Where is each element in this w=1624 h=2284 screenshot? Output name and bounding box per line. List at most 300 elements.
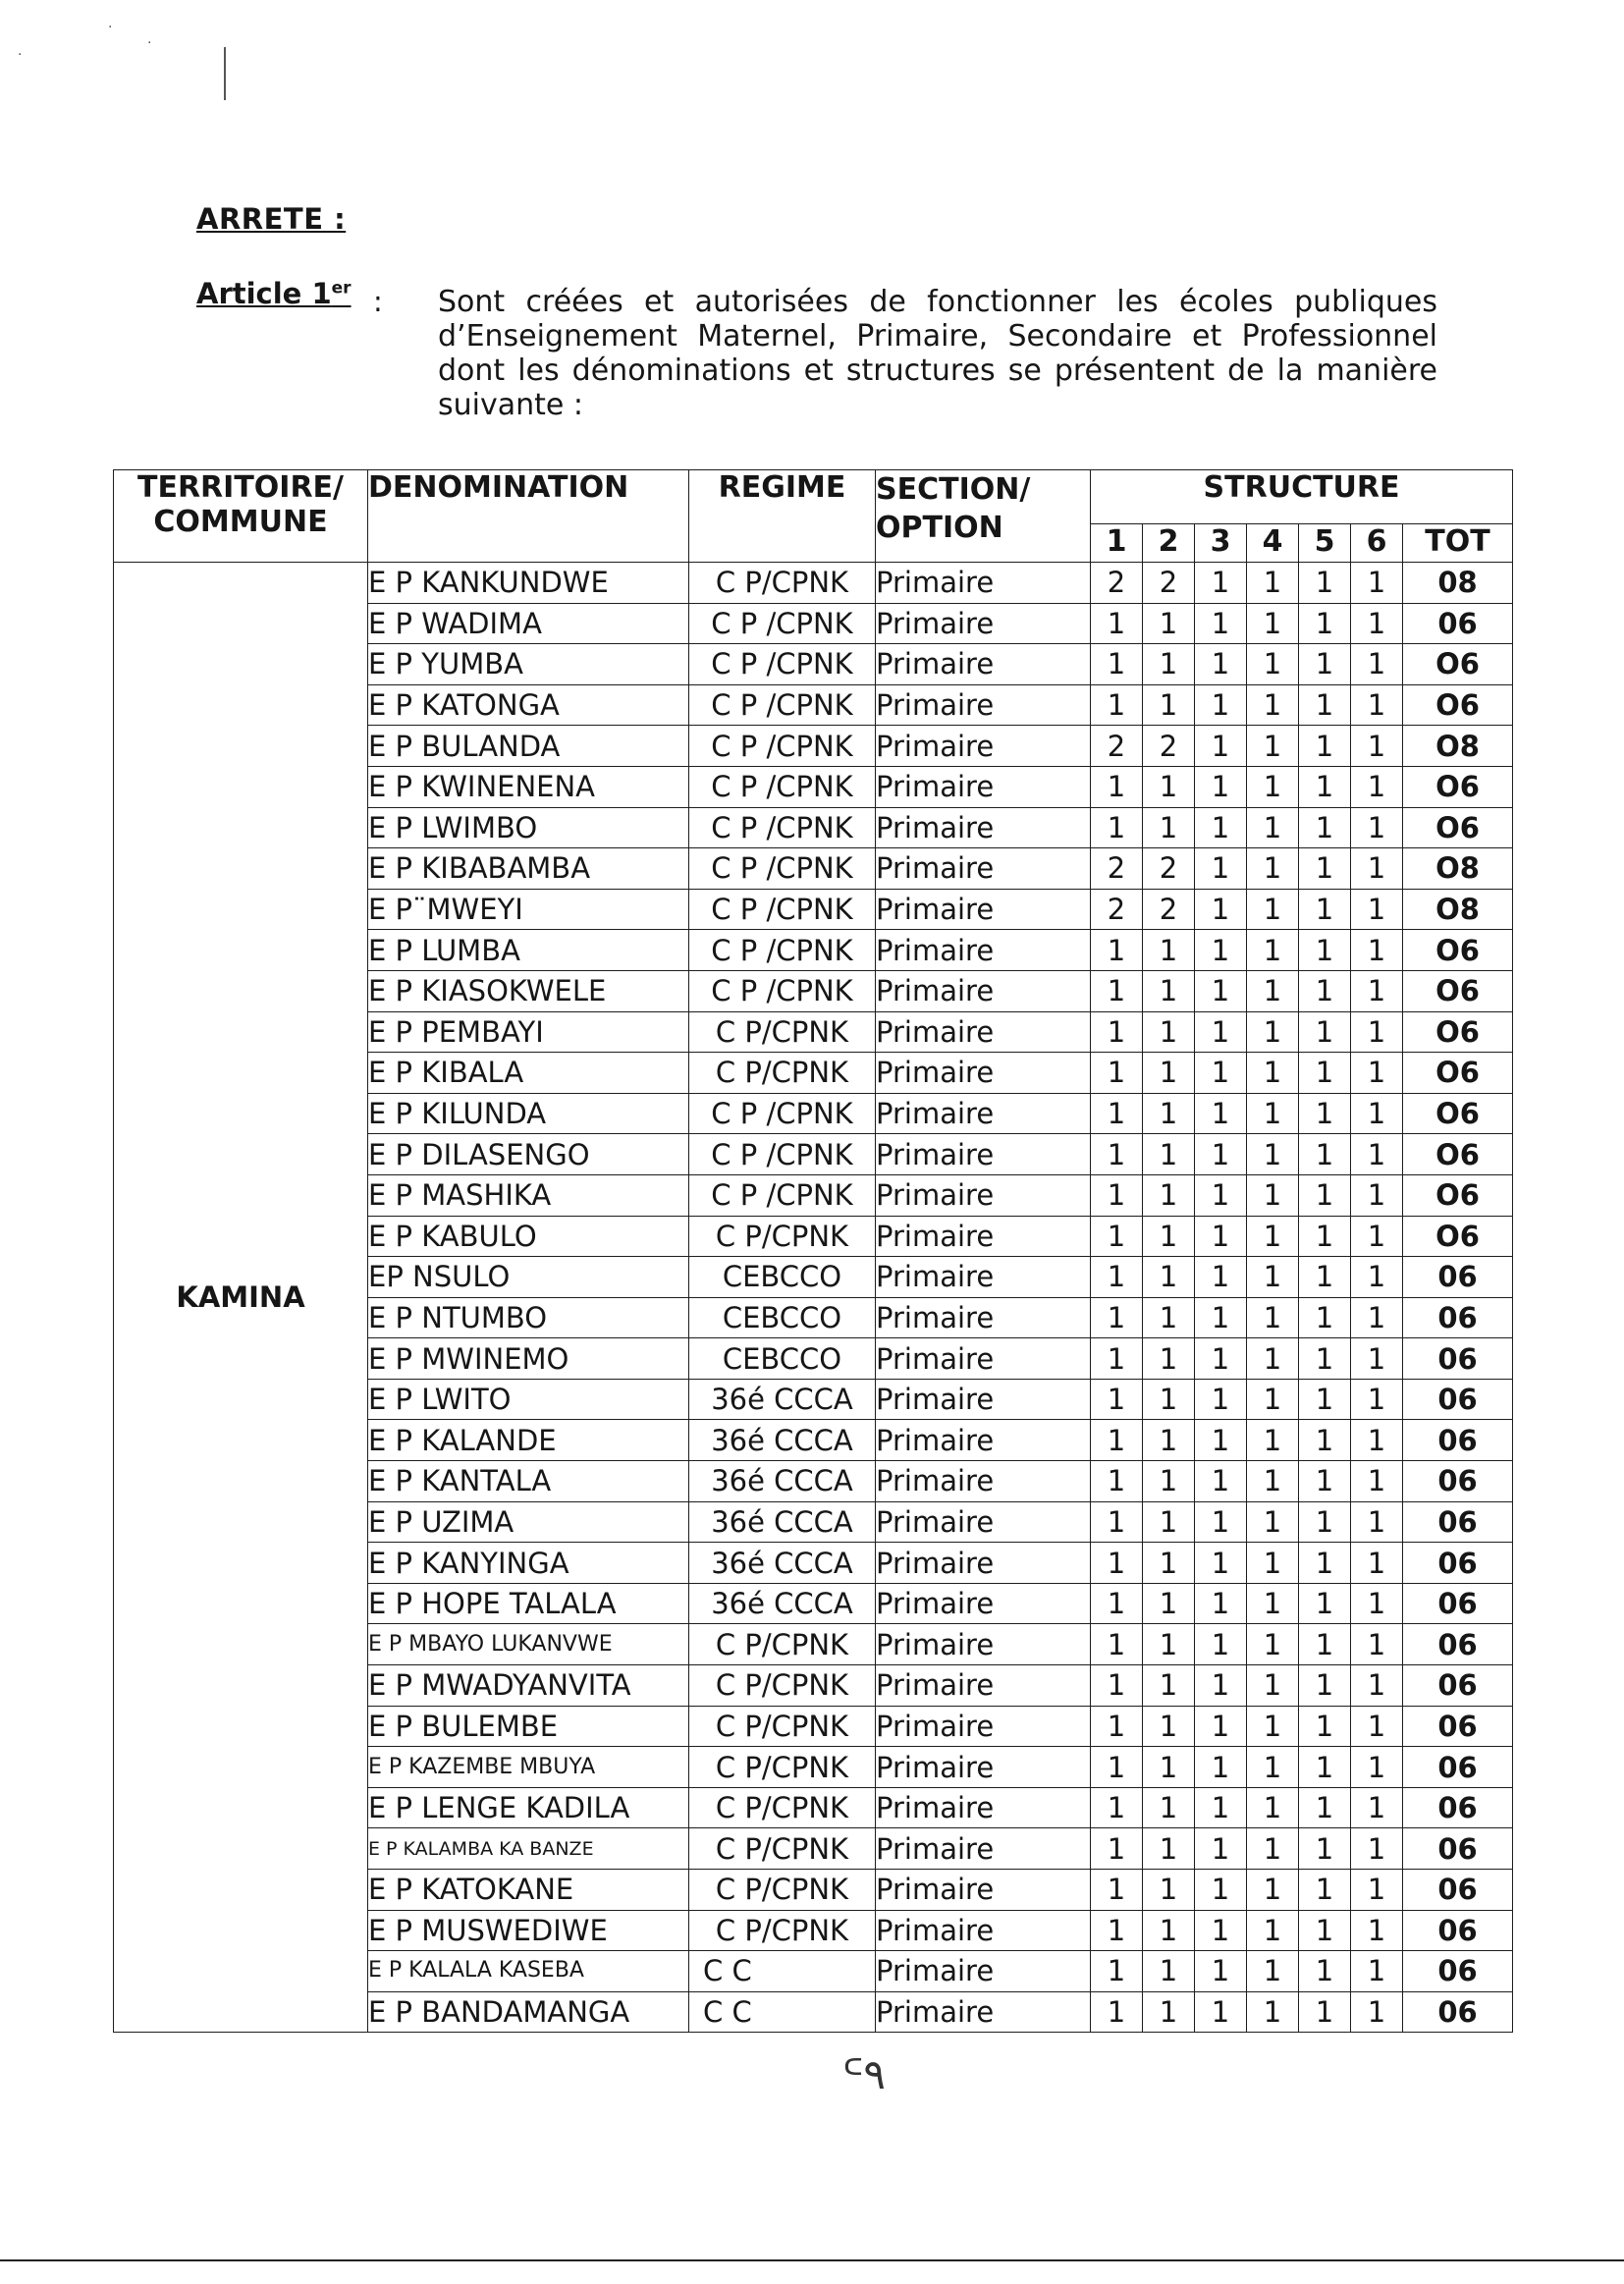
total-cell: O8 [1403,848,1513,890]
header-structure-col: 1 [1091,524,1143,563]
section-cell: Primaire [876,766,1091,807]
structure-cell: 1 [1299,1134,1351,1175]
section-cell: Primaire [876,1257,1091,1298]
structure-cell: 1 [1195,1747,1247,1788]
structure-cell: 1 [1299,1665,1351,1707]
structure-cell: 2 [1143,726,1195,767]
structure-cell: 1 [1247,766,1299,807]
structure-cell: 1 [1091,1297,1143,1338]
structure-cell: 1 [1299,1093,1351,1134]
denomination-cell: E P HOPE TALALA [368,1583,689,1624]
regime-cell: C P /CPNK [689,889,876,930]
structure-cell: 1 [1247,1461,1299,1502]
structure-cell: 1 [1299,1828,1351,1870]
structure-cell: 1 [1351,1706,1403,1747]
structure-cell: 1 [1091,1338,1143,1380]
structure-cell: 1 [1091,930,1143,971]
regime-cell: C P/CPNK [689,1624,876,1665]
total-cell: 08 [1403,563,1513,604]
regime-cell: C P /CPNK [689,970,876,1011]
denomination-cell: E P KATOKANE [368,1870,689,1911]
total-cell: 06 [1403,1583,1513,1624]
structure-cell: 1 [1143,1706,1195,1747]
structure-cell: 1 [1299,1174,1351,1216]
denomination-cell: E P KILUNDA [368,1093,689,1134]
total-cell: 06 [1403,1297,1513,1338]
regime-cell: C P/CPNK [689,1870,876,1911]
header-territoire: TERRITOIRE/ COMMUNE [114,470,368,563]
structure-cell: 1 [1247,1134,1299,1175]
section-cell: Primaire [876,1011,1091,1053]
total-cell: 06 [1403,1543,1513,1584]
structure-cell: 1 [1351,1501,1403,1543]
regime-cell: C P /CPNK [689,848,876,890]
structure-cell: 1 [1299,1624,1351,1665]
regime-cell: C P/CPNK [689,1828,876,1870]
section-cell: Primaire [876,1828,1091,1870]
denomination-cell: E P DILASENGO [368,1134,689,1175]
total-cell: O6 [1403,970,1513,1011]
structure-cell: 1 [1143,644,1195,685]
denomination-cell: E P KANTALA [368,1461,689,1502]
denomination-cell: E P BULEMBE [368,1706,689,1747]
regime-cell: C P/CPNK [689,1706,876,1747]
structure-cell: 1 [1247,1257,1299,1298]
structure-cell: 1 [1091,1910,1143,1951]
denomination-cell: E P UZIMA [368,1501,689,1543]
denomination-cell: E P KANYINGA [368,1543,689,1584]
structure-cell: 1 [1091,1706,1143,1747]
denomination-cell: E P MWINEMO [368,1338,689,1380]
structure-cell: 1 [1351,644,1403,685]
total-cell: 06 [1403,1257,1513,1298]
structure-cell: 1 [1143,807,1195,848]
structure-cell: 1 [1091,1420,1143,1461]
article-colon: : [373,285,383,318]
header-structure-col: 3 [1195,524,1247,563]
structure-cell: 1 [1195,766,1247,807]
structure-cell: 1 [1351,1053,1403,1094]
section-cell: Primaire [876,1420,1091,1461]
structure-cell: 1 [1195,970,1247,1011]
structure-cell: 1 [1299,1053,1351,1094]
total-cell: 06 [1403,1706,1513,1747]
section-cell: Primaire [876,1747,1091,1788]
structure-cell: 1 [1091,603,1143,644]
structure-cell: 1 [1351,1787,1403,1828]
table-row [114,563,1513,604]
total-cell: 06 [1403,1828,1513,1870]
denomination-cell: E P KAZEMBE MBUYA [368,1747,689,1788]
denomination-cell: E P LUMBA [368,930,689,971]
structure-cell: 1 [1143,1624,1195,1665]
structure-cell: 1 [1247,1951,1299,1992]
structure-cell: 1 [1195,1420,1247,1461]
denomination-cell: E P KWINENENA [368,766,689,807]
structure-cell: 1 [1195,1134,1247,1175]
header-structure-total: TOT [1403,524,1513,563]
header-denomination: DENOMINATION [368,470,689,563]
regime-cell: C P /CPNK [689,1093,876,1134]
structure-cell: 1 [1299,1747,1351,1788]
structure-cell: 1 [1351,889,1403,930]
structure-cell: 1 [1247,1870,1299,1911]
structure-cell: 1 [1143,970,1195,1011]
structure-cell: 1 [1299,1991,1351,2033]
denomination-cell: E P KABULO [368,1216,689,1257]
regime-cell: CEBCCO [689,1338,876,1380]
section-cell: Primaire [876,1787,1091,1828]
structure-cell: 1 [1195,1297,1247,1338]
structure-cell: 1 [1299,970,1351,1011]
structure-cell: 1 [1195,848,1247,890]
total-cell: O6 [1403,930,1513,971]
structure-cell: 1 [1299,644,1351,685]
scan-mark-pen-stroke [224,47,226,100]
regime-cell: C P /CPNK [689,807,876,848]
section-cell: Primaire [876,1501,1091,1543]
structure-cell: 1 [1247,1706,1299,1747]
structure-cell: 1 [1143,1665,1195,1707]
section-cell: Primaire [876,1174,1091,1216]
article-label [196,277,352,310]
header-structure: STRUCTURE [1091,470,1513,524]
total-cell: 06 [1403,1991,1513,2033]
denomination-cell: E P KALALA KASEBA [368,1951,689,1992]
total-cell: 06 [1403,1951,1513,1992]
structure-cell: 1 [1247,1297,1299,1338]
structure-cell: 1 [1299,1787,1351,1828]
denomination-cell: E P MASHIKA [368,1174,689,1216]
structure-cell: 1 [1195,684,1247,726]
structure-cell: 1 [1299,1011,1351,1053]
structure-cell: 1 [1247,1053,1299,1094]
section-cell: Primaire [876,603,1091,644]
regime-cell: C P/CPNK [689,1910,876,1951]
structure-cell: 1 [1351,1870,1403,1911]
structure-cell: 1 [1299,889,1351,930]
structure-cell: 1 [1143,1338,1195,1380]
denomination-cell: E P KALAMBA KA BANZE [368,1828,689,1870]
structure-cell: 1 [1247,1093,1299,1134]
total-cell: O8 [1403,889,1513,930]
regime-cell: C P /CPNK [689,726,876,767]
denomination-cell: E P KANKUNDWE [368,563,689,604]
structure-cell: 1 [1299,1379,1351,1420]
structure-cell: 1 [1195,1338,1247,1380]
denomination-cell: E P BULANDA [368,726,689,767]
structure-cell: 1 [1299,930,1351,971]
structure-cell: 1 [1351,1257,1403,1298]
total-cell: 06 [1403,1910,1513,1951]
regime-cell: CEBCCO [689,1257,876,1298]
structure-cell: 1 [1247,930,1299,971]
regime-cell: C P /CPNK [689,603,876,644]
structure-cell: 1 [1195,1216,1247,1257]
article-label-text: Article 1er [196,277,352,310]
total-cell: O6 [1403,807,1513,848]
regime-cell: C P/CPNK [689,1665,876,1707]
denomination-cell: E P KATONGA [368,684,689,726]
structure-cell: 1 [1247,1174,1299,1216]
section-cell: Primaire [876,1910,1091,1951]
total-cell: O6 [1403,1011,1513,1053]
structure-cell: 1 [1143,766,1195,807]
denomination-cell: E P KIBABAMBA [368,848,689,890]
total-cell: 06 [1403,1624,1513,1665]
regime-cell: C P/CPNK [689,1053,876,1094]
structure-cell: 1 [1247,603,1299,644]
structure-cell: 1 [1195,1706,1247,1747]
structure-cell: 1 [1091,1870,1143,1911]
structure-cell: 1 [1351,563,1403,604]
structure-cell: 1 [1143,1870,1195,1911]
structure-cell: 1 [1299,684,1351,726]
structure-cell: 1 [1195,930,1247,971]
structure-cell: 1 [1299,766,1351,807]
structure-cell: 1 [1299,1297,1351,1338]
section-cell: Primaire [876,1583,1091,1624]
structure-cell: 1 [1351,1583,1403,1624]
structure-cell: 1 [1351,1543,1403,1584]
structure-cell: 2 [1143,563,1195,604]
structure-cell: 1 [1247,1910,1299,1951]
total-cell: O6 [1403,1216,1513,1257]
structure-cell: 1 [1299,1951,1351,1992]
structure-cell: 1 [1091,1053,1143,1094]
structure-cell: 1 [1195,1624,1247,1665]
denomination-cell: E P MWADYANVITA [368,1665,689,1707]
structure-cell: 1 [1143,684,1195,726]
structure-cell: 1 [1351,1420,1403,1461]
structure-cell: 1 [1351,766,1403,807]
section-cell: Primaire [876,1706,1091,1747]
structure-cell: 1 [1091,1665,1143,1707]
section-cell: Primaire [876,1624,1091,1665]
structure-cell: 2 [1091,848,1143,890]
structure-cell: 1 [1091,1828,1143,1870]
structure-cell: 1 [1351,1991,1403,2033]
structure-cell: 1 [1143,930,1195,971]
structure-cell: 1 [1247,1216,1299,1257]
total-cell: 06 [1403,1501,1513,1543]
structure-cell: 1 [1247,848,1299,890]
structure-cell: 1 [1195,603,1247,644]
structure-cell: 1 [1091,1543,1143,1584]
section-cell: Primaire [876,1951,1091,1992]
denomination-cell: E P KALANDE [368,1420,689,1461]
structure-cell: 1 [1091,970,1143,1011]
denomination-cell: EP NSULO [368,1257,689,1298]
structure-cell: 1 [1143,1093,1195,1134]
structure-cell: 2 [1091,563,1143,604]
structure-cell: 1 [1299,1910,1351,1951]
structure-cell: 1 [1091,1379,1143,1420]
header-regime: REGIME [689,470,876,563]
structure-cell: 1 [1195,1053,1247,1094]
structure-cell: 1 [1195,807,1247,848]
structure-cell: 1 [1195,563,1247,604]
structure-cell: 1 [1299,1706,1351,1747]
structure-cell: 1 [1299,603,1351,644]
structure-cell: 1 [1143,1011,1195,1053]
section-cell: Primaire [876,807,1091,848]
structure-cell: 1 [1351,603,1403,644]
structure-cell: 1 [1299,1461,1351,1502]
structure-cell: 1 [1091,1134,1143,1175]
structure-cell: 1 [1195,1583,1247,1624]
structure-cell: 1 [1195,1991,1247,2033]
structure-cell: 1 [1195,1665,1247,1707]
total-cell: 06 [1403,1787,1513,1828]
structure-cell: 1 [1195,1093,1247,1134]
denomination-cell: E P WADIMA [368,603,689,644]
territory-cell: KAMINA [114,563,368,2033]
section-cell: Primaire [876,1665,1091,1707]
structure-cell: 1 [1247,1011,1299,1053]
structure-cell: 1 [1247,970,1299,1011]
section-cell: Primaire [876,889,1091,930]
structure-cell: 1 [1195,1461,1247,1502]
structure-cell: 1 [1143,1257,1195,1298]
section-cell: Primaire [876,563,1091,604]
structure-cell: 1 [1091,1583,1143,1624]
structure-cell: 1 [1091,644,1143,685]
regime-cell: C P /CPNK [689,1174,876,1216]
structure-cell: 1 [1143,1828,1195,1870]
section-cell: Primaire [876,1216,1091,1257]
structure-cell: 1 [1351,1828,1403,1870]
structure-cell: 1 [1299,1543,1351,1584]
structure-cell: 1 [1299,1870,1351,1911]
structure-cell: 1 [1351,1174,1403,1216]
regime-cell: C P/CPNK [689,1787,876,1828]
total-cell: O6 [1403,766,1513,807]
structure-cell: 1 [1351,1011,1403,1053]
structure-cell: 1 [1091,1011,1143,1053]
structure-cell: 1 [1143,1991,1195,2033]
structure-cell: 1 [1247,684,1299,726]
total-cell: 06 [1403,1665,1513,1707]
total-cell: O6 [1403,644,1513,685]
structure-cell: 1 [1143,1216,1195,1257]
structure-cell: 1 [1299,726,1351,767]
section-cell: Primaire [876,848,1091,890]
regime-cell: C P/CPNK [689,1011,876,1053]
structure-cell: 1 [1247,1665,1299,1707]
denomination-cell: E P KIBALA [368,1053,689,1094]
structure-cell: 1 [1195,1828,1247,1870]
handwritten-page-mark: ᒼ٩ [842,2050,886,2098]
structure-cell: 1 [1091,1951,1143,1992]
regime-cell: C P/CPNK [689,563,876,604]
total-cell: 06 [1403,1461,1513,1502]
structure-cell: 1 [1247,807,1299,848]
denomination-cell: E P YUMBA [368,644,689,685]
structure-cell: 1 [1247,1747,1299,1788]
denomination-cell: E P LWIMBO [368,807,689,848]
structure-cell: 1 [1247,726,1299,767]
structure-cell: 1 [1351,1665,1403,1707]
structure-cell: 1 [1091,1093,1143,1134]
section-cell: Primaire [876,1338,1091,1380]
structure-cell: 1 [1195,1257,1247,1298]
structure-cell: 1 [1091,1257,1143,1298]
total-cell: O6 [1403,1093,1513,1134]
structure-cell: 1 [1247,563,1299,604]
structure-cell: 1 [1299,848,1351,890]
structure-cell: 2 [1091,726,1143,767]
section-cell: Primaire [876,1991,1091,2033]
structure-cell: 1 [1143,1583,1195,1624]
structure-cell: 1 [1091,1501,1143,1543]
scan-mark-top: · [18,47,23,63]
structure-cell: 1 [1299,1338,1351,1380]
regime-cell: C P/CPNK [689,1216,876,1257]
section-cell: Primaire [876,1870,1091,1911]
structure-cell: 1 [1195,1870,1247,1911]
regime-cell: C C [689,1951,876,1992]
total-cell: O6 [1403,1174,1513,1216]
structure-cell: 1 [1195,1910,1247,1951]
structure-cell: 1 [1351,1910,1403,1951]
structure-cell: 1 [1195,889,1247,930]
regime-cell: 36é CCCA [689,1501,876,1543]
denomination-cell: E P PEMBAYI [368,1011,689,1053]
total-cell: O6 [1403,1053,1513,1094]
structure-cell: 1 [1091,766,1143,807]
page-heading: ARRETE : [196,202,347,236]
regime-cell: C P /CPNK [689,930,876,971]
structure-cell: 1 [1195,1543,1247,1584]
total-cell: 06 [1403,1338,1513,1380]
structure-cell: 1 [1195,1174,1247,1216]
denomination-cell: E P LENGE KADILA [368,1787,689,1828]
structure-cell: 1 [1247,1624,1299,1665]
structure-cell: 1 [1299,807,1351,848]
structure-cell: 1 [1091,807,1143,848]
section-cell: Primaire [876,930,1091,971]
structure-cell: 1 [1143,1134,1195,1175]
denomination-cell: E P BANDAMANGA [368,1991,689,2033]
structure-cell: 1 [1247,1338,1299,1380]
header-structure-col: 4 [1247,524,1299,563]
structure-cell: 1 [1195,1787,1247,1828]
structure-cell: 1 [1247,889,1299,930]
structure-cell: 1 [1351,848,1403,890]
structure-cell: 1 [1091,1461,1143,1502]
regime-cell: 36é CCCA [689,1583,876,1624]
section-cell: Primaire [876,1297,1091,1338]
structure-cell: 1 [1091,1747,1143,1788]
total-cell: 06 [1403,603,1513,644]
structure-cell: 1 [1143,1910,1195,1951]
structure-cell: 1 [1351,1461,1403,1502]
structure-cell: 1 [1351,726,1403,767]
denomination-cell: E P¨MWEYI [368,889,689,930]
structure-cell: 1 [1351,1747,1403,1788]
structure-cell: 1 [1351,1297,1403,1338]
header-section-option: SECTION/ OPTION [876,470,1091,563]
total-cell: 06 [1403,1870,1513,1911]
structure-cell: 1 [1143,603,1195,644]
scan-mark-top: · [108,20,113,35]
structure-cell: 1 [1143,1461,1195,1502]
section-cell: Primaire [876,1461,1091,1502]
page-bottom-rule [0,2259,1624,2261]
structure-cell: 1 [1351,1379,1403,1420]
denomination-cell: E P NTUMBO [368,1297,689,1338]
